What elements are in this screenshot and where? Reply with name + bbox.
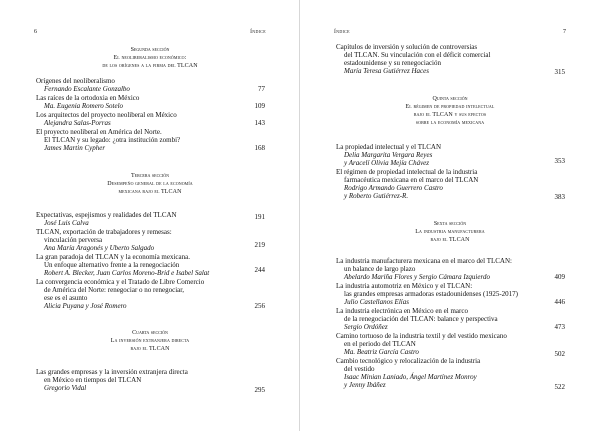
entry-page: 446 [554,298,565,306]
entry-page: 295 [254,386,265,394]
entry-author: Alejandra Salas-Porras [44,119,111,127]
entry-author: Ana María Aragonés y Uberto Salgado [44,244,155,252]
entry-title-cont: vinculación perversa [44,236,103,244]
entry-title: La industria manufacturera mexicana en el marco del TLCAN: [336,257,512,265]
entry-page: 191 [254,213,265,221]
entry-author: Isaac Minian Laniado, Ángel Martínez Monroy [344,373,477,381]
section-heading-3 [0,172,300,196]
entry-author: James Martin Cypher [44,144,106,152]
section-title: mexicana bajo el TLCAN [118,189,182,196]
entry-page: 77 [258,85,265,93]
section-title: El régimen de propiedad intelectual [405,104,495,111]
page-number-right: 7 [563,29,566,35]
entry-title: La gran paradoja del TLCAN y la economía mexicana. [36,253,191,261]
entry-author: Julio Castellanos Elías [344,298,409,306]
section-title: La inversión extranjera directa [110,338,190,345]
entry-page: 244 [254,266,265,274]
section-title: La industria manufacturera [415,229,485,236]
right-page [300,0,600,431]
entry-author: Fernando Escalante Gonzalbo [44,85,130,93]
entry-title-cont: en el periodo del TLCAN [344,340,416,348]
entry-author: Ma. Eugenia Romero Sotelo [44,102,124,110]
entry-page: 409 [554,273,565,281]
entry-title-cont: de América del Norte: renegociar o no renegociar, [44,286,185,294]
section-title: Desempeño general de la economía [107,181,193,188]
entry-author: Abelardo Mariña Flores y Sergio Cámara Izquierdo [344,273,490,281]
entry-title: Los arquitectos del proyecto neoliberal en México [36,111,177,119]
section-label: Tercera sección [130,173,170,179]
page-number-left: 6 [34,29,37,35]
section-title: de los orígenes a la firma del TLCAN [102,63,198,70]
section-title: bajo el TLCAN [430,237,470,244]
entry-title-cont: del TLCAN. Su vinculación con el déficit comercial [344,51,491,59]
entry-page: 383 [554,193,565,201]
entry-author-cont: y Roberto Gutiérrez-R. [344,192,409,200]
section-title: sobre la economía mexicana [415,120,485,127]
entry-author: José Luis Calva [44,219,89,227]
entry-title: La industria electrónica en México en el marco [336,307,468,315]
entry-title: El régimen de propiedad intelectual de la industria [336,168,478,176]
entry-page: 353 [554,157,565,165]
entry-title-cont: El TLCAN y su legado: ¿otra institución zombi? [44,136,181,144]
entry-page: 473 [554,323,565,331]
entry-page: 522 [554,383,565,391]
entry-title-cont: farmacéutica mexicana en el marco del TLCAN [344,176,479,184]
entry-page: 109 [254,102,265,110]
entry-page: 256 [254,302,265,310]
entry-author: Gregorio Vidal [44,384,87,392]
entry-title-cont: las grandes empresas armadoras estadounidenses (1925-2017) [344,290,518,298]
section-title: El neoliberalismo económico: [113,55,187,62]
entry-title: Capítulos de inversión y solución de controversias [336,43,478,51]
entry-author-cont: y Aracelí Olivia Mejía Chávez [344,159,430,167]
entry-title: Expectativas, espejismos y realidades del TLCAN [36,211,177,219]
section-label: Cuarta sección [132,330,168,336]
section-heading-4 [0,329,300,353]
section-label: Quinta sección [432,96,468,102]
entry-title-cont: un balance de largo plazo [344,265,416,273]
entry-title-cont: en México en tiempos del TLCAN [44,376,142,384]
entry-title: Camino tortuoso de la industria textil y del vestido mexicano [336,332,507,340]
entry-title-cont: de la renegociación del TLCAN: balance y perspectiva [344,315,498,323]
entry-page: 219 [254,241,265,249]
section-heading-6 [300,220,600,244]
entry-page: 143 [254,119,265,127]
entry-title: La industria automotriz en México y el TLCAN: [336,282,473,290]
entry-title: Las raíces de la ortodoxia en México [36,94,140,102]
entry-author: Alicia Puyana y José Romero [44,302,127,310]
entry-title: TLCAN, exportación de trabajadores y remesas: [36,228,172,236]
entry-page: 168 [254,144,265,152]
section-label: Segunda sección [130,47,170,53]
entry-author-cont: y Jenny Ibáñez [344,381,386,389]
section-heading-5 [300,95,600,127]
section-title: bajo el TLCAN y sus efectos [413,112,487,119]
entry-title: El proyecto neoliberal en América del Norte. [36,128,162,136]
entry-title: La propiedad intelectual y el TLCAN [336,143,442,151]
entry-page: 315 [554,68,565,76]
entry-author: Sergio Ordóñez [344,323,388,331]
running-head-right: Índice [334,29,350,35]
section-heading-2 [0,46,300,70]
entry-author: Robert A. Blecker, Juan Carlos Moreno-Brid e Isabel Salat [44,269,210,277]
entry-title: La convergencia económica y el Tratado de Libre Comercio [36,278,205,286]
entry-title-cont: del vestido [344,365,375,373]
entry-title: Las grandes empresas y la inversión extranjera directa [36,368,188,376]
section-label: Sexta sección [433,221,467,227]
entry-title: Orígenes del neoliberalismo [36,77,115,85]
entry-author: Rodrigo Armando Guerrero Castro [344,184,443,192]
entry-author: María Teresa Gutiérrez Haces [344,67,429,75]
section-title: bajo el TLCAN [130,346,170,353]
running-head-left: Índice [250,29,266,35]
entry-author: Ma. Beatriz García Castro [344,348,419,356]
entry-page: 502 [554,350,565,358]
entry-title-cont: Un enfoque alternativo frente a la renegociación [44,261,180,269]
entry-title-cont: estadounidense y su renegociación [344,59,441,67]
entry-title-cont: ese es el asunto [44,294,88,302]
entry-author: Delia Margarita Vergara Reyes [344,151,433,159]
entry-title: Cambio tecnológico y relocalización de la industria [336,357,481,365]
